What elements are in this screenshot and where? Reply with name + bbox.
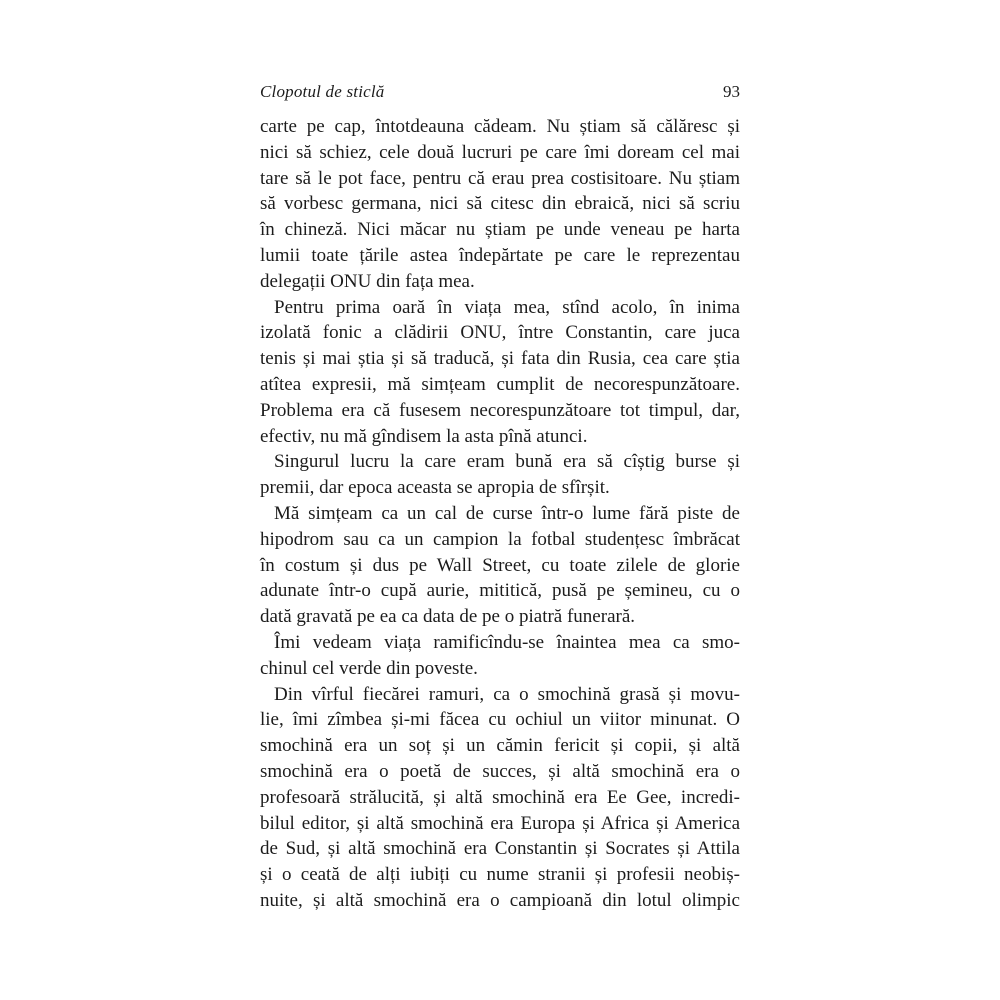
paragraph (260, 682, 740, 914)
text-line: tare să le pot face, pentru că erau prea costisitoare. Nu știam (260, 167, 740, 189)
text-line: Din vîrful fiecărei ramuri, ca o smochină grasă și movu- (274, 683, 740, 705)
text-line: premii, dar epoca aceasta se apropia de sfîrșit. (260, 477, 610, 499)
text-line: lumii toate țările astea îndepărtate pe care le reprezentau (260, 244, 740, 266)
text-line: în costum și dus pe Wall Street, cu toate zilele de glorie (260, 554, 740, 576)
text-line: dată gravată pe ea ca data de pe o piatră funerară. (260, 606, 636, 628)
paragraph (260, 114, 740, 295)
text-line: chinul cel verde din poveste. (260, 657, 478, 679)
text-line: atîtea expresii, mă simțeam cumplit de necorespunzătoare. (260, 373, 740, 395)
page-header (260, 82, 740, 102)
running-title: Clopotul de sticlă (260, 82, 385, 101)
paragraph (260, 501, 740, 630)
text-line: efectiv, nu mă gîndisem la asta pînă atunci. (260, 425, 588, 447)
text-line: carte pe cap, întotdeauna cădeam. Nu știam să călăresc și (260, 116, 740, 137)
text-line: nici să schiez, cele două lucruri pe care îmi doream cel mai (260, 141, 740, 163)
text-line: izolată fonic a clădirii ONU, între Constantin, care juca (260, 322, 740, 344)
text-line: profesoară strălucită, și altă smochină era Ee Gee, incredi- (260, 786, 740, 808)
text-line: lie, îmi zîmbea și-mi făcea cu ochiul un viitor minunat. O (260, 709, 740, 731)
paragraph (260, 295, 740, 450)
page-number: 93 (723, 82, 740, 101)
text-line: Pentru prima oară în viața mea, stînd acolo, în inima (274, 296, 740, 318)
text-line: delegații ONU din fața mea. (260, 270, 475, 292)
text-line: bilul editor, și altă smochină era Europa și Africa și America (260, 812, 740, 834)
body-text (260, 114, 740, 914)
text-line: Singurul lucru la care eram bună era să cîștig burse și (274, 451, 740, 473)
text-line: smochină era o poetă de succes, și altă smochină era o (260, 760, 740, 782)
text-line: tenis și mai știa și să traducă, și fata din Rusia, cea care știa (260, 348, 740, 370)
text-line: adunate într-o cupă aurie, mititică, pusă pe șemineu, cu o (260, 580, 740, 602)
paragraph (260, 449, 740, 501)
text-line: în chineză. Nici măcar nu știam pe unde veneau pe harta (260, 219, 740, 241)
text-line: smochină era un soț și un cămin fericit și copii, și altă (260, 735, 740, 757)
text-line: nuite, și altă smochină era o campioană din lotul olimpic (260, 889, 740, 911)
text-line: Mă simțeam ca un cal de curse într-o lume fără piste de (274, 502, 740, 524)
text-line: să vorbesc germana, nici să citesc din ebraică, nici să scriu (260, 193, 740, 215)
text-line: hipodrom sau ca un campion la fotbal studențesc îmbrăcat (260, 528, 740, 550)
text-line: Problema era că fusesem necorespunzătoare tot timpul, dar, (260, 399, 740, 421)
text-line: Îmi vedeam viața ramificîndu-se înaintea mea ca smo- (274, 631, 740, 653)
paragraph (260, 630, 740, 682)
text-line: de Sud, și altă smochină era Constantin și Socrates și Attila (260, 838, 740, 860)
text-line: și o ceată de alți iubiți cu nume stranii și profesii neobiș- (260, 864, 740, 886)
